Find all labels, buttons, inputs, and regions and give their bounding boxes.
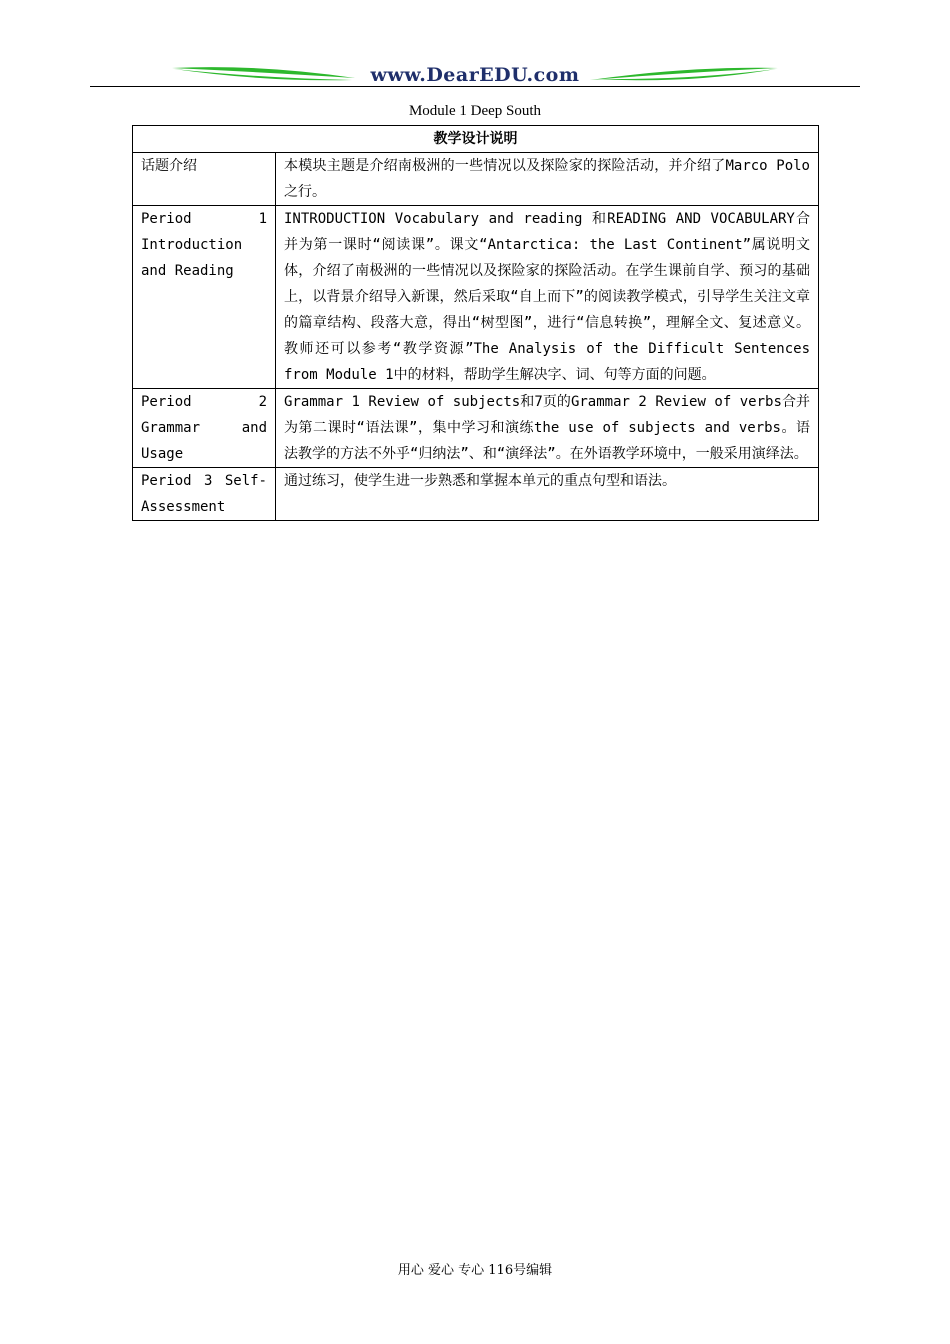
lesson-plan-table bbox=[132, 125, 819, 521]
table-row bbox=[133, 389, 819, 468]
row-label-line: Grammar and bbox=[141, 420, 267, 436]
table-row bbox=[133, 206, 819, 389]
row-content: INTRODUCTION Vocabulary and reading 和READING AND VOCABULARY合并为第一课时“阅读课”。课文“Antarctica: the Last Continent”属说明文体，介绍了南极洲的一些情况以及探险家的探险活动。在学生课前自学、预习的基础上，以背景介绍导入新课，然后采取“自上而下”的阅读教学模式，引导学生关注文章的篇章结构、段落大意，得出“树型图”，进行“信息转换”，理解全文、复述意义。 教师还可以参考“教学资源”The Analysis of the Difficult Sentences from Module 1中的材料，帮助学生解决字、词、句等方面的问题。 bbox=[276, 206, 819, 389]
table-heading: 教学设计说明 bbox=[133, 126, 819, 153]
row-content: Grammar 1 Review of subjects和7页的Grammar 2 Review of verbs合并为第二课时“语法课”，集中学习和演练the use of subjects and verbs。语法教学的方法不外乎“归纳法”、和“演绎法”。在外语教学环境中，一般采用演绎法。 bbox=[276, 389, 819, 468]
row-content: 通过练习，使学生进一步熟悉和掌握本单元的重点句型和语法。 bbox=[276, 468, 819, 521]
header-divider bbox=[90, 86, 860, 87]
document-title: Module 1 Deep South bbox=[408, 103, 542, 119]
table-row bbox=[133, 468, 819, 521]
row-content: 本模块主题是介绍南极洲的一些情况以及探险家的探险活动，并介绍了Marco Polo之行。 bbox=[276, 153, 819, 206]
row-label-line: Usage bbox=[141, 446, 184, 462]
row-label bbox=[133, 206, 276, 389]
row-label bbox=[133, 468, 276, 521]
site-logo[interactable]: www.DearEDU.com bbox=[370, 64, 580, 86]
table-header-row bbox=[133, 126, 819, 153]
row-label-line: Period 2 bbox=[141, 394, 267, 410]
row-label-line: Period 1 bbox=[141, 211, 267, 227]
row-label-line: Assessment bbox=[141, 499, 226, 515]
row-label-line: 话题介绍 bbox=[141, 158, 197, 174]
row-label-line: Period 3 Self- bbox=[141, 473, 267, 489]
table-row bbox=[133, 153, 819, 206]
table-body bbox=[133, 153, 819, 521]
row-label bbox=[133, 153, 276, 206]
page-footer: 用心 爱心 专心 116号编辑 bbox=[397, 1263, 553, 1278]
row-label-line: Introduction bbox=[141, 237, 243, 253]
row-label bbox=[133, 389, 276, 468]
row-label-line: and Reading bbox=[141, 263, 234, 279]
